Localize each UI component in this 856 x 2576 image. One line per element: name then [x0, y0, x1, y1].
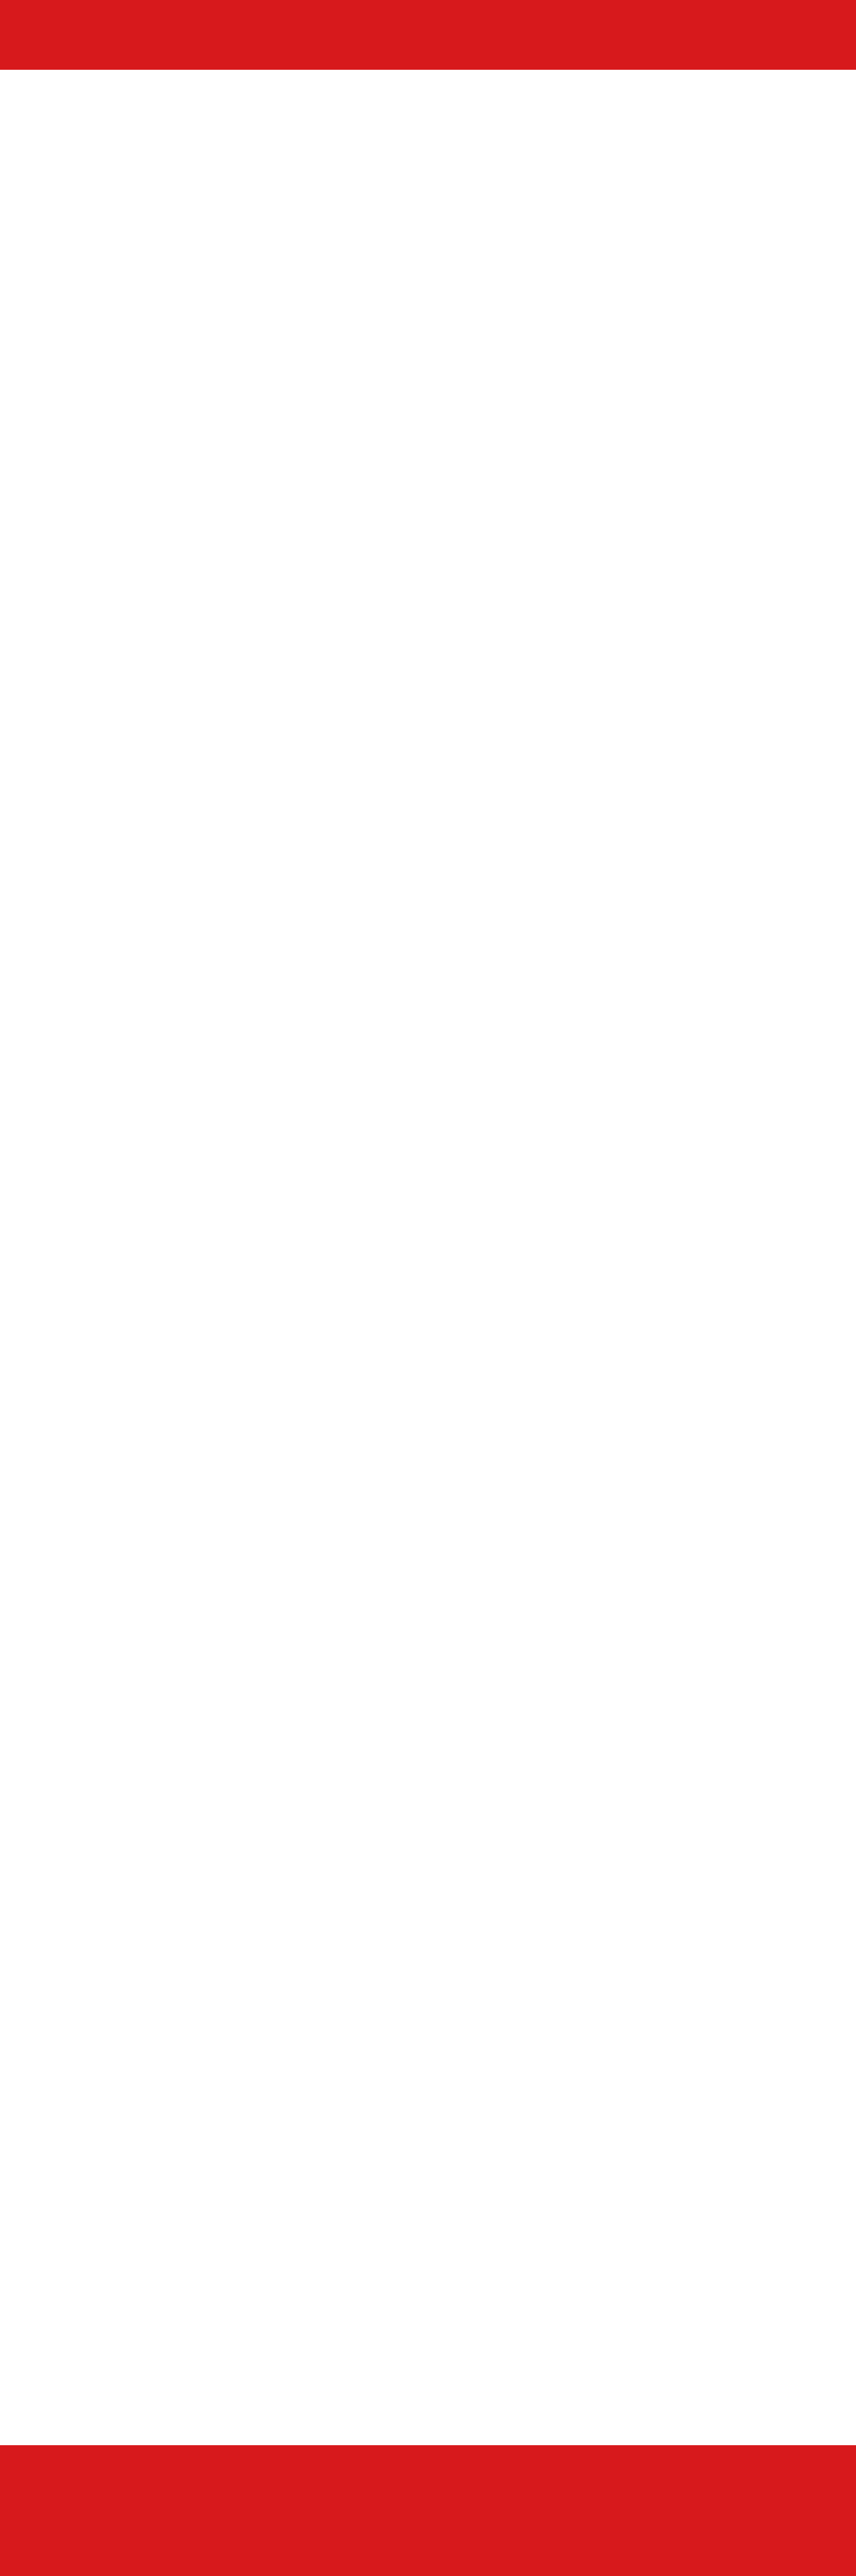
- footer: [0, 2445, 856, 2576]
- trend-table: [0, 70, 856, 2445]
- header-bar: [0, 0, 856, 70]
